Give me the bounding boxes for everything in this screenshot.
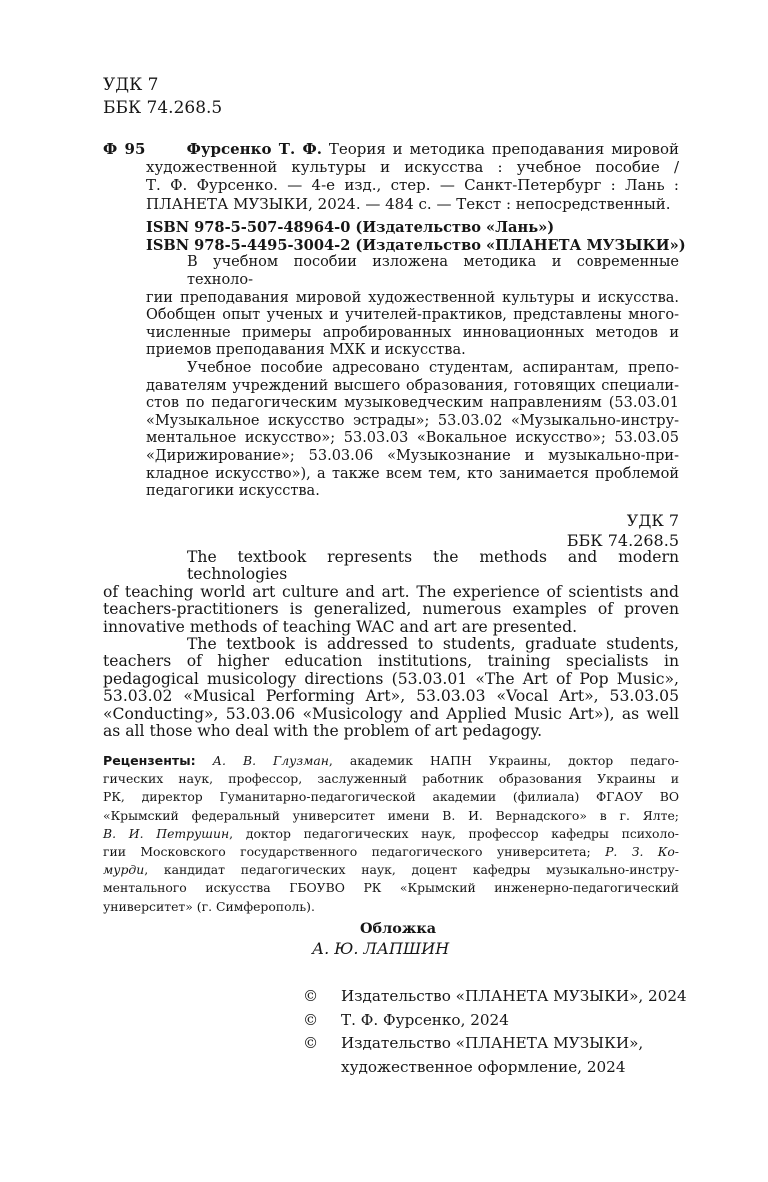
reviewer-text: , академик НАПН Украины, доктор педаго- (328, 753, 679, 768)
abstract-line: «Дирижирование»; 53.03.06 «Музыкознание и музыкально-при- (146, 447, 679, 464)
abstract-en-line: innovative methods of teaching WAC and art are presented. (103, 617, 578, 636)
abstract-en-line: 53.03.02 «Musical Performing Art», 53.03.03 «Vocal Art», 53.03.05 (103, 687, 679, 706)
cover-label: Обложка (360, 920, 437, 937)
bib-line: художественной культуры и искусства : учебное пособие / (146, 158, 679, 177)
abstract-line: Обобщен опыт ученых и учителей-практиков, представлены много- (146, 307, 679, 324)
copyright-text: Издательство «ПЛАНЕТА МУЗЫКИ», 2024 (341, 987, 687, 1005)
isbn-block (103, 218, 686, 255)
reviewers-label: Рецензенты: (103, 753, 196, 768)
isbn-line: ISBN 978-5-4495-3004-2 (Издательство «ПЛАНЕТА МУЗЫКИ») (146, 236, 686, 254)
copyright-text: художественное оформление, 2024 (341, 1057, 626, 1076)
abstract-en-line: «Conducting», 53.03.06 «Musicology and Applied Music Art»), as well (103, 704, 679, 723)
bib-line: ПЛАНЕТА МУЗЫКИ, 2024. — 484 с. — Текст : непосредственный. (146, 194, 671, 213)
reviewer-line (103, 752, 679, 770)
abstract-line: давателям учреждений высшего образования, готовящих специали- (146, 377, 679, 394)
abstract-line: численные примеры апробированных инновационных методов и (146, 324, 679, 341)
abstract-line: гии преподавания мировой художественной культуры и искусства. (146, 289, 679, 306)
copyright-icon: © (303, 1010, 319, 1029)
abstract-en-line: teachers of higher education institutions, training specialists in (103, 652, 679, 671)
bib-line: Т. Ф. Фурсенко. — 4-е изд., стер. — Санкт-Петербург : Лань : (146, 176, 679, 195)
reviewer-line (103, 843, 679, 861)
abstract-en-line: The textbook is addressed to students, graduate students, (187, 635, 679, 654)
copyright-text: Т. Ф. Фурсенко, 2024 (341, 1010, 509, 1029)
abstract-line: педагогики искусства. (146, 483, 320, 500)
bib-line-first (103, 140, 679, 158)
reviewer-text: , кандидат педагогических наук, доцент кафедры музыкально-инстру- (144, 862, 679, 878)
abstract-line: Учебное пособие адресовано студентам, аспирантам, препо- (187, 359, 679, 376)
abstract-line: приемов преподавания МХК и искусства. (146, 342, 466, 359)
reviewer-name: В. И. Петрушин (103, 825, 230, 841)
copyright-icon: © (303, 1034, 319, 1052)
copyright-block (303, 985, 687, 1079)
reviewer-name: Р. З. Ко- (605, 844, 679, 860)
bib-title-start: Теория и методика преподавания мировой (328, 140, 679, 158)
abstract-line: «Музыкальное искусство эстрады»; 53.03.02 «Музыкально-инстру- (146, 412, 679, 429)
abstract-line: стов по педагогическим музыковедческим направлениям (53.03.01 (146, 395, 679, 412)
reviewer-line: «Крымский федеральный университет имени В. И. Вернадского» в г. Ялте; (103, 807, 679, 823)
udk-code: УДК 7 (103, 75, 159, 95)
reviewers-block (103, 752, 679, 916)
copyright-line (303, 1056, 687, 1080)
copyright-icon: © (303, 987, 319, 1005)
copyright-text: Издательство «ПЛАНЕТА МУЗЫКИ», (341, 1034, 644, 1052)
abstract-ru (103, 254, 679, 500)
abstract-en-line: The textbook represents the methods and modern technologies (187, 548, 679, 584)
reviewer-text: гии Московского государственного педагогического университета; (103, 844, 591, 860)
classification-bottom (103, 511, 679, 551)
abstract-en-line: as all those who deal with the problem of art pedagogy. (103, 722, 543, 741)
reviewer-name: А. В. Глузман (212, 753, 329, 768)
reviewer-line: РК, директор Гуманитарно-педагогической академии (филиала) ФГАОУ ВО (103, 789, 679, 805)
reviewer-line: ментального искусства ГБОУВО РК «Крымский инженерно-педагогический (103, 880, 679, 896)
abstract-line: ментальное искусство»; 53.03.03 «Вокальное искусство»; 53.03.05 (146, 430, 679, 447)
bib-author: Фурсенко Т. Ф. (186, 140, 322, 158)
abstract-line: В учебном пособии изложена методика и современные техноло- (187, 254, 679, 288)
bibliographic-block (103, 140, 686, 551)
abstract-en-line: of teaching world art culture and art. The experience of scientists and (103, 582, 679, 601)
author-mark: Ф 95 (103, 140, 146, 158)
abstract-line: кладное искусство»), а также всем тем, кто занимается проблемой (146, 465, 679, 482)
reviewer-line: университет» (г. Симферополь). (103, 898, 315, 914)
abstract-en (103, 549, 679, 740)
classification-top (103, 74, 679, 120)
reviewer-line (103, 825, 679, 843)
isbn-line: ISBN 978-5-507-48964-0 (Издательство «Лань») (146, 218, 555, 236)
reviewer-name: мурди (103, 862, 145, 878)
abstract-en-line: pedagogical musicology directions (53.03.01 «The Art of Pop Music», (103, 669, 679, 688)
copyright-line (303, 1032, 687, 1056)
cover-artist: А. Ю. ЛАПШИН (312, 939, 450, 958)
bbk-code: ББК 74.268.5 (566, 530, 679, 550)
reviewer-line: гических наук, профессор, заслуженный работник образования Украины и (103, 771, 679, 787)
bbk-code: ББК 74.268.5 (103, 98, 223, 118)
reviewer-line (103, 861, 679, 879)
udk-code: УДК 7 (626, 510, 679, 530)
copyright-line (303, 985, 687, 1009)
reviewer-text: , доктор педагогических наук, профессор кафедры психоло- (229, 825, 679, 841)
copyright-line (303, 1009, 687, 1033)
abstract-en-line: teachers-practitioners is generalized, numerous examples of proven (103, 600, 679, 619)
